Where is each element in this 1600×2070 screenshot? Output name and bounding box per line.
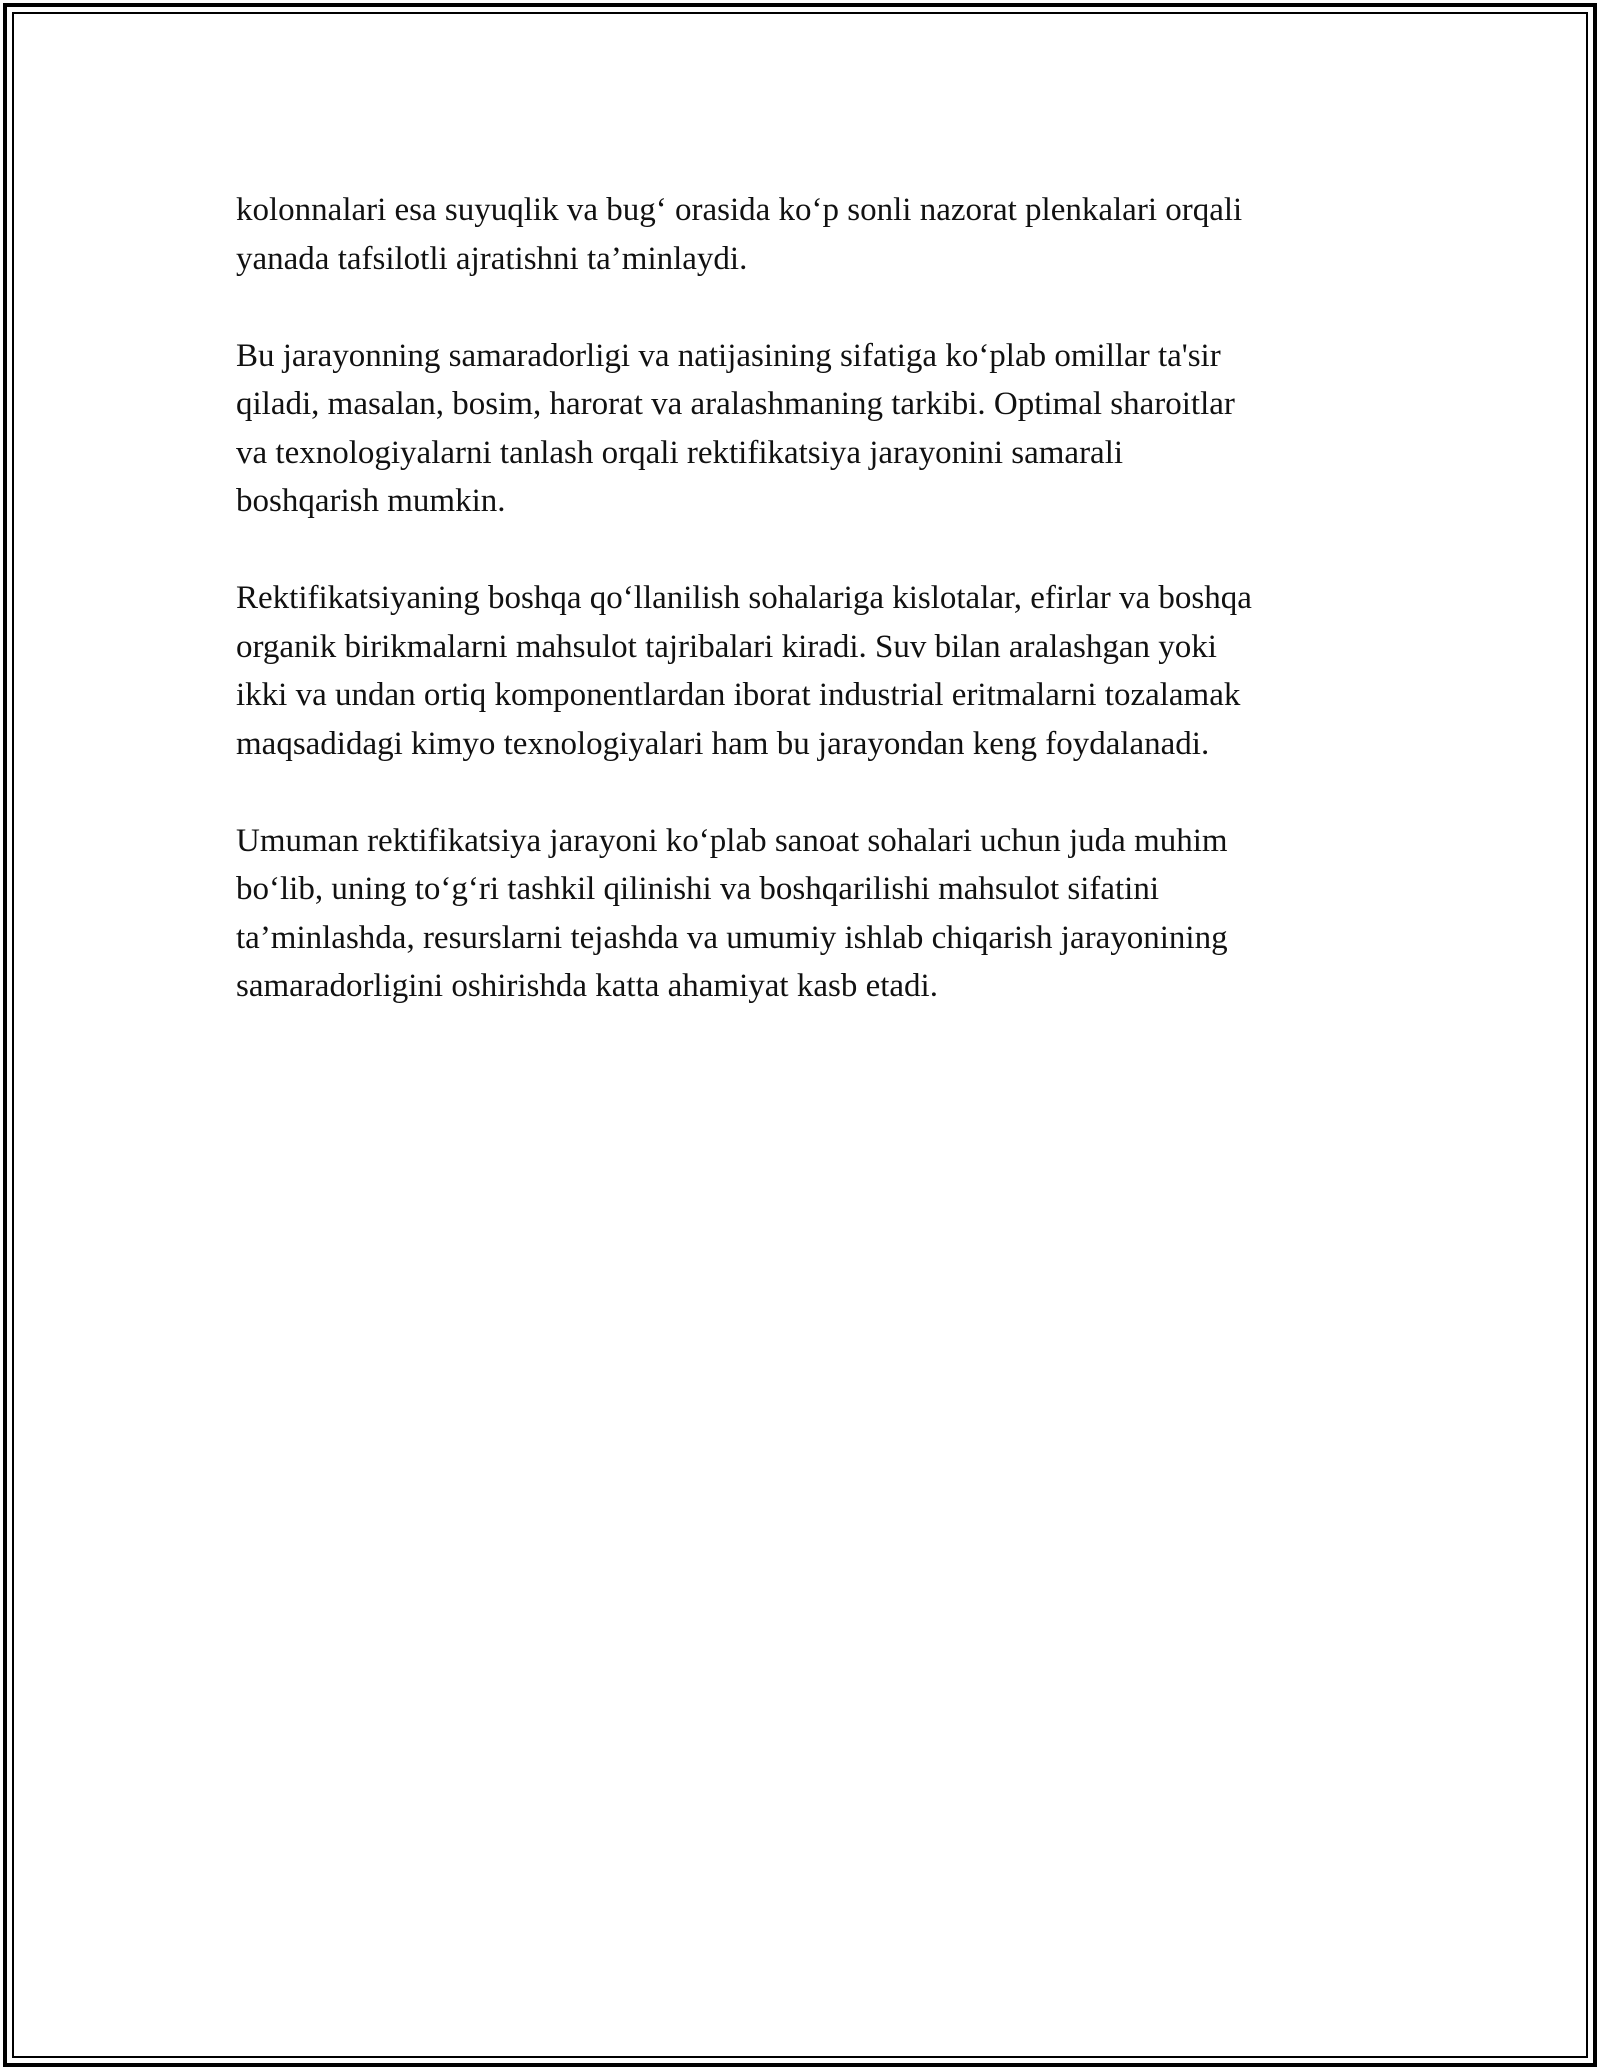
paragraph-3: Rektifikatsiyaning boshqa qo‘llanilish sohalariga kislotalar, efirlar va boshqa organik birikmalarni mahsulot tajribalari kiradi. Suv bilan aralashgan yoki ikki va undan ortiq komponentlardan iborat industrial eritmalarni tozalamak maqsadidagi kimyo texnologiyalari ham bu jarayondan keng foydalanadi. <box>236 580 1252 762</box>
paragraph-4: Umuman rektifikatsiya jarayoni ko‘plab sanoat sohalari uchun juda muhim bo‘lib, uning to‘g‘ri tashkil qilinishi va boshqarilishi mahsulot sifatini ta’minlashda, resurslarni tejashda va umumiy ishlab chiqarish jarayonining samaradorligini oshirishda katta ahamiyat kasb etadi. <box>236 822 1228 1004</box>
paragraph-1: kolonnalari esa suyuqlik va bug‘ orasida ko‘p sonli nazorat plenkalari orqali yanada tafsilotli ajratishni ta’minlaydi. <box>236 192 1243 277</box>
paragraph-2: Bu jarayonning samaradorligi va natijasining sifatiga ko‘plab omillar ta'sir qiladi, masalan, bosim, harorat va aralashmaning tarkibi. Optimal sharoitlar va texnologiyalarni tanlash orqali rektifikatsiya jarayonini samarali boshqarish mumkin. <box>236 337 1235 519</box>
document-body <box>236 186 1386 1059</box>
